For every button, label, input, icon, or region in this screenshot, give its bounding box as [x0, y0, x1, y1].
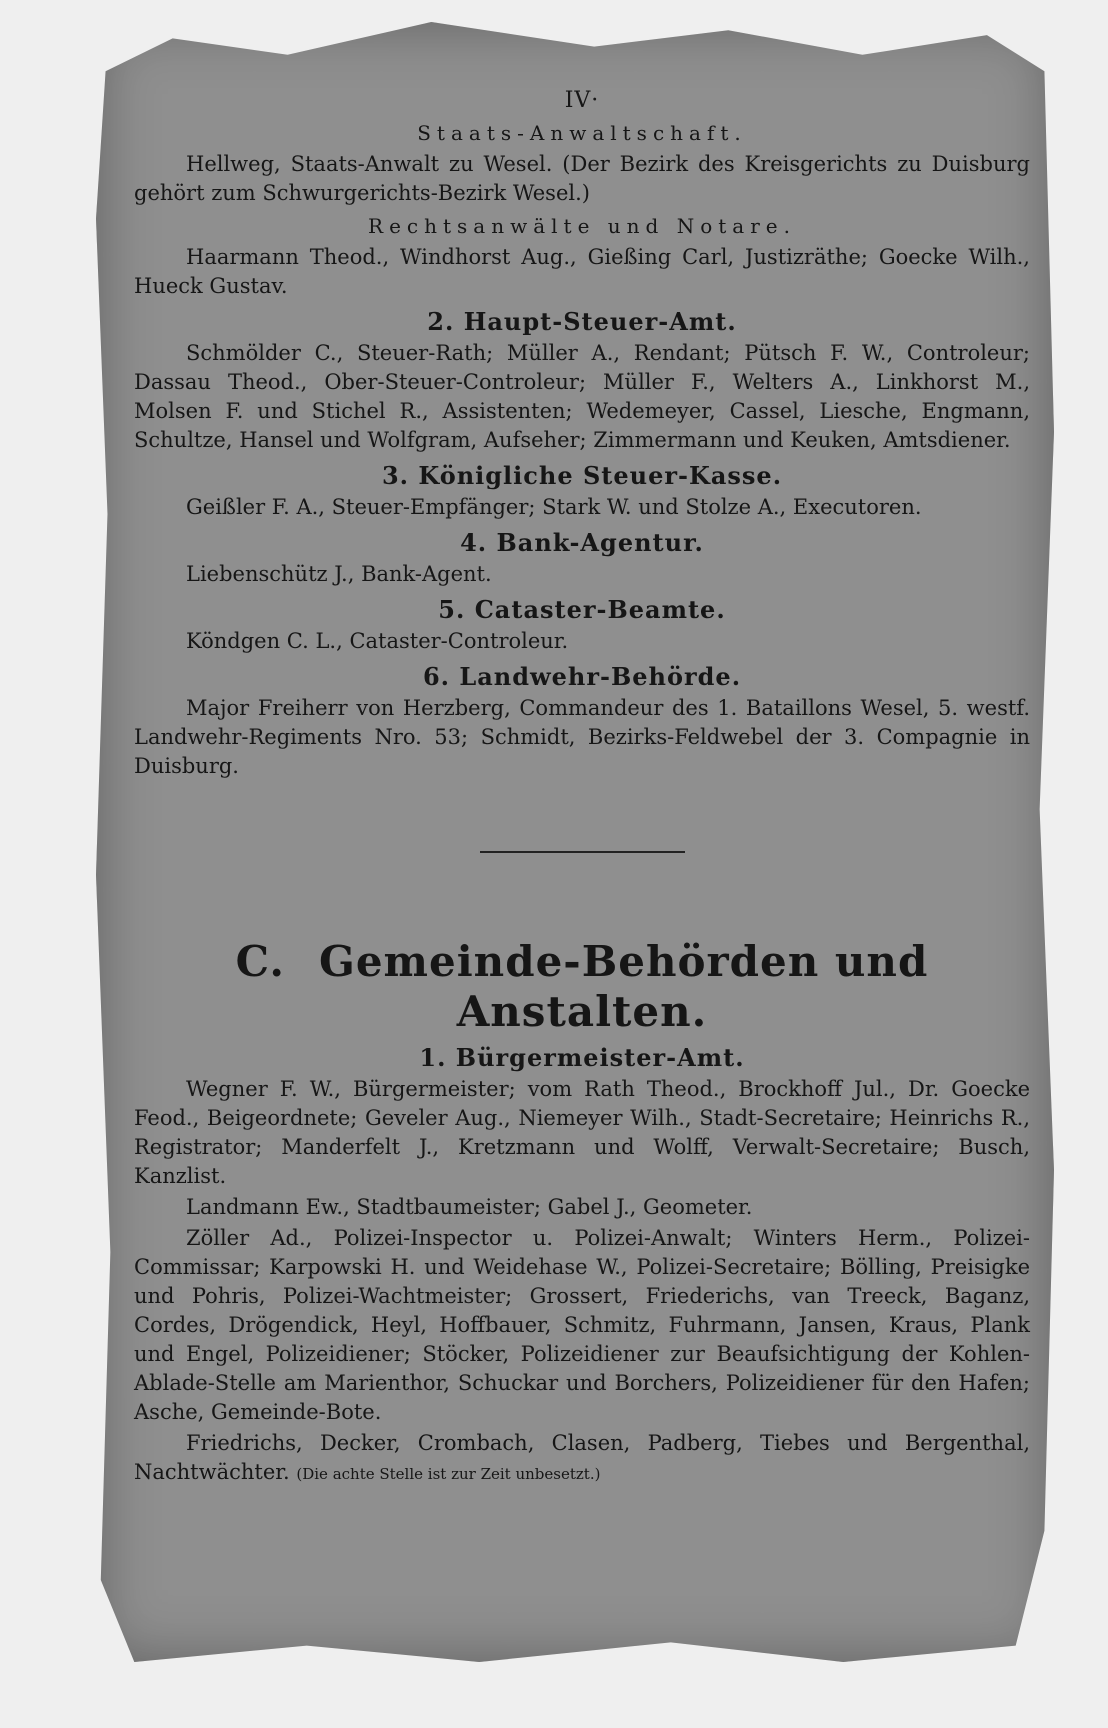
text-buergermeister-2: Landmann Ew., Stadtbaumeister; Gabel J., Geometer. — [186, 1195, 753, 1219]
text-staats-anwaltschaft: Hellweg, Staats-Anwalt zu Wesel. (Der Bezirk des Kreisgerichts zu Duisburg gehört zum Schwurgerichts-Bezirk Wesel.) — [134, 152, 1030, 205]
heading-rechtsanwaelte: Rechtsanwälte und Notare. — [368, 214, 796, 238]
heading-landwehr-behoerde: 6. Landwehr-Behörde. — [422, 662, 742, 691]
heading-steuer-kasse: 3. Königliche Steuer-Kasse. — [381, 461, 783, 490]
text-rechtsanwaelte: Haarmann Theod., Windhorst Aug., Gießing Carl, Justizräthe; Goecke Wilh., Hueck Gustav. — [134, 245, 1030, 298]
heading-bank-agentur: 4. Bank-Agentur. — [460, 528, 704, 557]
text-haupt-steuer-amt: Schmölder C., Steuer-Rath; Müller A., Rendant; Pütsch F. W., Controleur; Dassau Theod., Ober-Steuer-Controleur; Müller F., Welters A., Linkhorst M., Molsen F. und Stichel R., Assistenten; Wedemeyer, Cassel, Liesche, Engmann, Schultze, Hansel und Wolfgram, Aufseher; Zimmermann und Keuken, Amtsdiener. — [134, 341, 1030, 452]
heading-haupt-steuer-amt: 2. Haupt-Steuer-Amt. — [427, 307, 737, 336]
text-nachtwaechter: Friedrichs, Decker, Crombach, Clasen, Padberg, Tiebes und Bergenthal, Nachtwächter. — [134, 1431, 1030, 1484]
text-buergermeister-3: Zöller Ad., Polizei-Inspector u. Polizei-Anwalt; Winters Herm., Polizei-Commissar; Karpowski H. und Weidehase W., Polizei-Secretaire; Bölling, Preisigke und Pohris, Polizei-Wachtmeister; Grossert, Friederichs, van Treeck, Baganz, Cordes, Drögendick, Heyl, Hoffbauer, Schmitz, Fuhrmann, Jansen, Kraus, Plank und Engel, Polizeidiener; Stöcker, Polizeidiener zur Beaufsichtigung der Kohlen-Ablade-Stelle am Marienthor, Schuckar und Borchers, Polizeidiener für den Hafen; Asche, Gemeinde-Bote. — [134, 1226, 1030, 1424]
text-buergermeister-1: Wegner F. W., Bürgermeister; vom Rath Theod., Brockhoff Jul., Dr. Goecke Feod., Beigeordnete; Geveler Aug., Niemeyer Wilh., Stadt-Secretaire; Heinrichs R., Registrator; Manderfelt J., Kretzmann und Wolff, Verwalt-Secretaire; Busch, Kanzlist. — [134, 1077, 1030, 1188]
page-content — [134, 86, 1030, 1491]
text-bank-agentur: Liebenschütz J., Bank-Agent. — [186, 562, 492, 586]
text-nachtwaechter-note: (Die achte Stelle ist zur Zeit unbesetzt.) — [296, 1465, 601, 1483]
text-steuer-kasse: Geißler F. A., Steuer-Empfänger; Stark W. und Stolze A., Executoren. — [186, 495, 922, 519]
part-c-title — [134, 937, 1030, 1037]
text-cataster-beamte: Köndgen C. L., Cataster-Controleur. — [186, 629, 569, 653]
heading-staats-anwaltschaft: Staats-Anwaltschaft. — [417, 121, 747, 145]
text-buergermeister-4 — [134, 1429, 1030, 1489]
heading-buergermeister-amt: 1. Bürgermeister-Amt. — [419, 1043, 745, 1072]
page-number: IV· — [564, 88, 600, 113]
part-c-letter: C. — [235, 937, 285, 986]
text-landwehr-behoerde: Major Freiherr von Herzberg, Commandeur des 1. Bataillons Wesel, 5. westf. Landwehr-Regiments Nro. 53; Schmidt, Bezirks-Feldwebel der 3. Compagnie in Duisburg. — [134, 696, 1030, 778]
part-c-title-text: Gemeinde-Behörden und Anstalten. — [318, 937, 929, 1036]
heading-cataster-beamte: 5. Cataster-Beamte. — [438, 595, 726, 624]
section-divider — [480, 851, 685, 853]
